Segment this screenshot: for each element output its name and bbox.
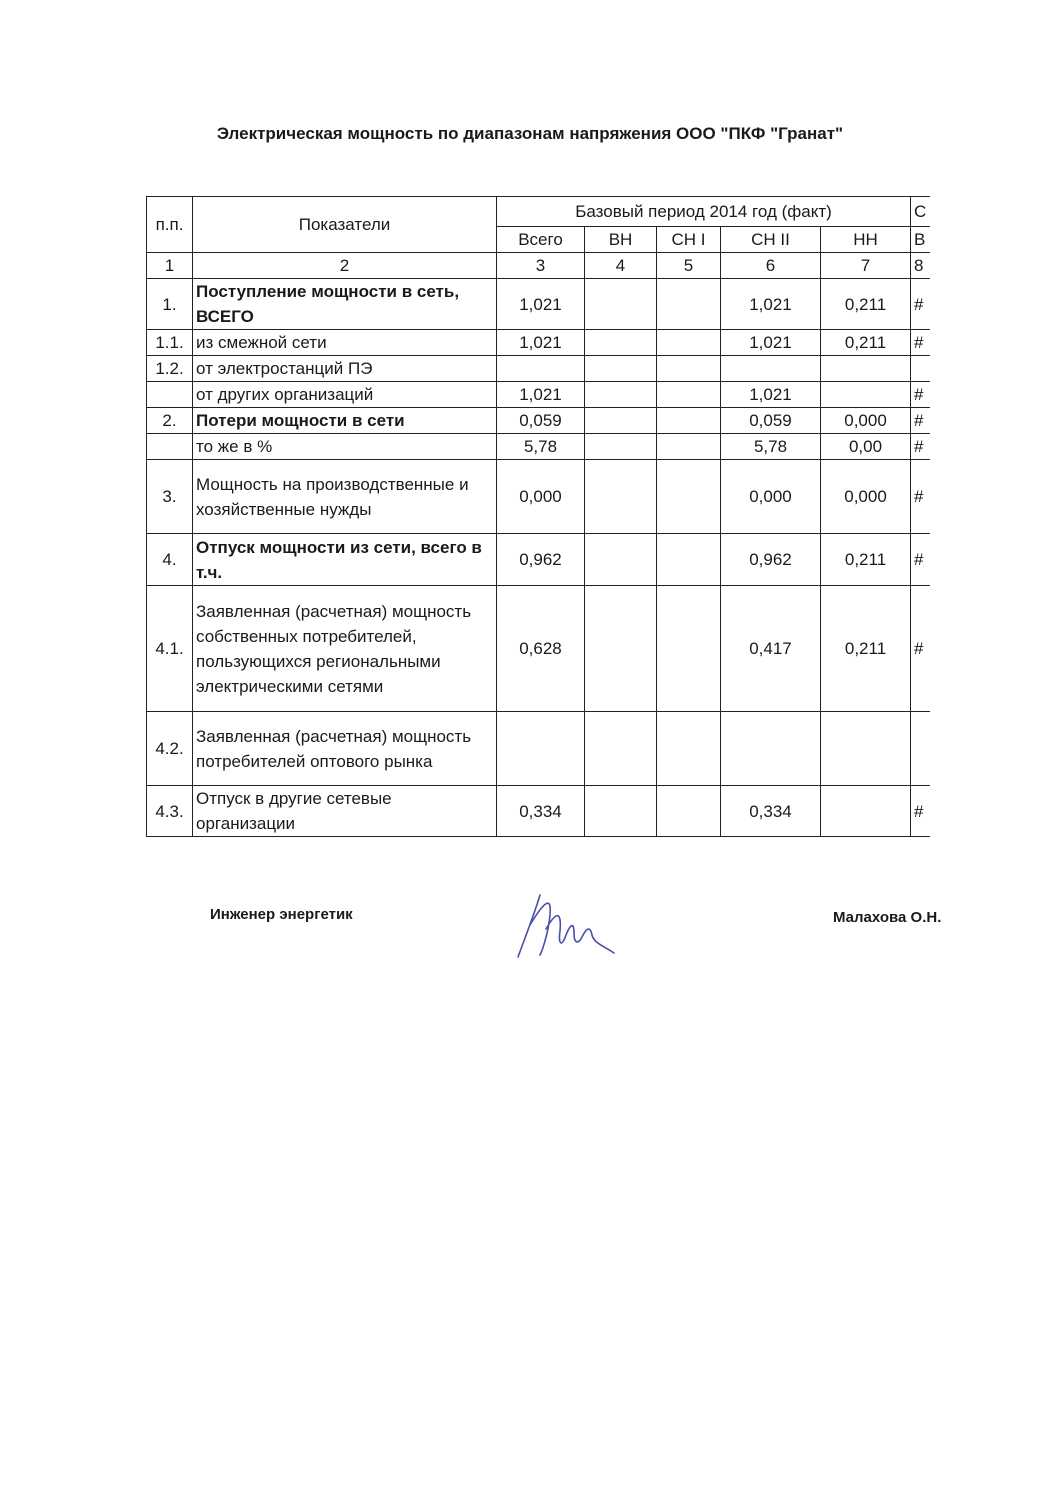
cell-vn: [585, 382, 657, 408]
row-label: Отпуск в другие сетевые организации: [193, 786, 497, 837]
row-label: Заявленная (расчетная) мощность потребителей оптового рынка: [193, 712, 497, 786]
table-row: [147, 356, 931, 382]
cell-sn2: 1,021: [721, 330, 821, 356]
cell-vn: [585, 460, 657, 534]
power-table: [146, 196, 930, 837]
colnum-4: 4: [585, 253, 657, 279]
row-label: Потери мощности в сети: [193, 408, 497, 434]
header-period: Базовый период 2014 год (факт): [497, 197, 911, 227]
colnum-1: 1: [147, 253, 193, 279]
cell-sn1: [657, 408, 721, 434]
cell-vn: [585, 434, 657, 460]
colnum-6: 6: [721, 253, 821, 279]
row-number: 4.: [147, 534, 193, 586]
table-row: [147, 408, 931, 434]
subheader-nn: НН: [821, 227, 911, 253]
cell-nn: 0,211: [821, 534, 911, 586]
power-table-container: [146, 196, 930, 837]
cell-nn: 0,211: [821, 330, 911, 356]
cell-vn: [585, 534, 657, 586]
table-row: [147, 330, 931, 356]
table-row: [147, 534, 931, 586]
cell-sn1: [657, 356, 721, 382]
cell-vn: [585, 279, 657, 330]
cell-nn: 0,00: [821, 434, 911, 460]
cell-sn2: 0,417: [721, 586, 821, 712]
cell-total: [497, 356, 585, 382]
cell-total: 0,059: [497, 408, 585, 434]
row-number: 1.2.: [147, 356, 193, 382]
cell-next: [911, 712, 930, 786]
signer-name: Малахова О.Н.: [833, 909, 942, 926]
row-number: 1.1.: [147, 330, 193, 356]
cell-next: #: [911, 330, 930, 356]
cell-total: 1,021: [497, 279, 585, 330]
cell-sn1: [657, 586, 721, 712]
table-row: [147, 786, 931, 837]
row-number: 4.2.: [147, 712, 193, 786]
table-row: [147, 434, 931, 460]
row-label: из смежной сети: [193, 330, 497, 356]
subheader-sn1: СН I: [657, 227, 721, 253]
row-label: от электростанций ПЭ: [193, 356, 497, 382]
cell-sn2: 0,334: [721, 786, 821, 837]
handwritten-signature: [512, 885, 632, 965]
cell-nn: 0,000: [821, 460, 911, 534]
row-number: 2.: [147, 408, 193, 434]
cell-next: #: [911, 460, 930, 534]
cell-total: 0,334: [497, 786, 585, 837]
cell-nn: [821, 786, 911, 837]
cell-vn: [585, 586, 657, 712]
row-number: 4.1.: [147, 586, 193, 712]
row-number: [147, 434, 193, 460]
cell-sn2: [721, 712, 821, 786]
cell-total: 0,962: [497, 534, 585, 586]
cell-nn: 0,211: [821, 279, 911, 330]
row-number: 4.3.: [147, 786, 193, 837]
cell-sn1: [657, 330, 721, 356]
cell-next: #: [911, 534, 930, 586]
cell-total: 5,78: [497, 434, 585, 460]
cell-next: [911, 356, 930, 382]
row-number: 3.: [147, 460, 193, 534]
row-label: Мощность на производственные и хозяйственные нужды: [193, 460, 497, 534]
table-body: [147, 279, 931, 837]
cell-next: #: [911, 279, 930, 330]
table-row: [147, 460, 931, 534]
row-label: Отпуск мощности из сети, всего в т.ч.: [193, 534, 497, 586]
cell-vn: [585, 786, 657, 837]
cell-nn: 0,000: [821, 408, 911, 434]
row-label: Поступление мощности в сеть, ВСЕГО: [193, 279, 497, 330]
cell-next: #: [911, 408, 930, 434]
header-pp: п.п.: [147, 197, 193, 253]
cell-sn2: 0,962: [721, 534, 821, 586]
cell-sn1: [657, 786, 721, 837]
subheader-sn2: СН II: [721, 227, 821, 253]
cell-nn: [821, 712, 911, 786]
cell-vn: [585, 408, 657, 434]
table-row: [147, 279, 931, 330]
header-next-period: С: [911, 197, 930, 227]
cell-nn: [821, 356, 911, 382]
cell-sn2: 5,78: [721, 434, 821, 460]
cell-sn1: [657, 434, 721, 460]
subheader-total: Всего: [497, 227, 585, 253]
cell-vn: [585, 330, 657, 356]
cell-vn: [585, 712, 657, 786]
row-number: 1.: [147, 279, 193, 330]
cell-sn1: [657, 460, 721, 534]
cell-sn1: [657, 712, 721, 786]
cell-vn: [585, 356, 657, 382]
cell-total: 0,628: [497, 586, 585, 712]
cell-sn1: [657, 382, 721, 408]
cell-next: #: [911, 586, 930, 712]
cell-next: #: [911, 434, 930, 460]
cell-sn2: 0,000: [721, 460, 821, 534]
cell-nn: 0,211: [821, 586, 911, 712]
header-indicator: Показатели: [193, 197, 497, 253]
table-row: [147, 382, 931, 408]
row-number: [147, 382, 193, 408]
table-row: [147, 712, 931, 786]
cell-next: #: [911, 786, 930, 837]
document-title: Электрическая мощность по диапазонам напряжения ООО "ПКФ "Гранат": [216, 124, 844, 143]
colnum-8: 8: [911, 253, 930, 279]
row-label: от других организаций: [193, 382, 497, 408]
cell-sn2: 0,059: [721, 408, 821, 434]
cell-sn2: [721, 356, 821, 382]
row-label: Заявленная (расчетная) мощность собственных потребителей, пользующихся региональными электрическими сетями: [193, 586, 497, 712]
colnum-2: 2: [193, 253, 497, 279]
cell-nn: [821, 382, 911, 408]
cell-total: 0,000: [497, 460, 585, 534]
cell-next: #: [911, 382, 930, 408]
subheader-next: В: [911, 227, 930, 253]
cell-sn1: [657, 279, 721, 330]
table-row: [147, 586, 931, 712]
colnum-3: 3: [497, 253, 585, 279]
cell-total: 1,021: [497, 330, 585, 356]
signer-position: Инженер энергетик: [210, 906, 353, 923]
colnum-7: 7: [821, 253, 911, 279]
cell-sn2: 1,021: [721, 279, 821, 330]
row-label: то же в %: [193, 434, 497, 460]
cell-sn2: 1,021: [721, 382, 821, 408]
cell-total: 1,021: [497, 382, 585, 408]
cell-sn1: [657, 534, 721, 586]
cell-total: [497, 712, 585, 786]
subheader-vn: ВН: [585, 227, 657, 253]
colnum-5: 5: [657, 253, 721, 279]
